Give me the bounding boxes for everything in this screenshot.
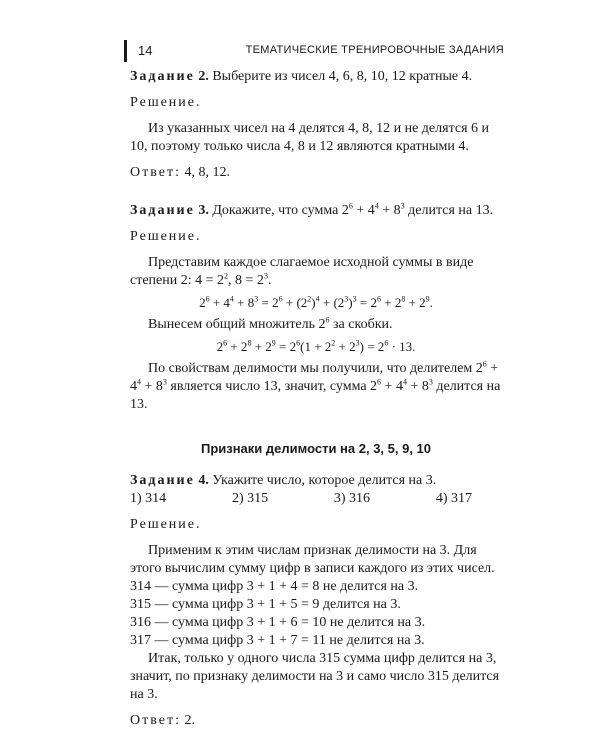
option: 1) 314 [130,491,167,506]
task2-answer [130,164,502,182]
task4-number: 4. [198,473,209,488]
task3-paragraph-1: Представим каждое слагаемое исходной суммы в виде степени 2: $4 = 2^2$, $8 = 2^3$. [130,255,474,288]
option: 3) 316 [333,491,371,506]
task-label: Задание [130,203,195,218]
page-number: 14 [138,43,153,58]
option: 4) 317 [435,491,472,506]
running-header [124,40,504,62]
task-label: Задание [130,473,195,488]
task-label: Задание [130,69,195,84]
task3-paragraph-3: По свойствам делимости мы получили, что делителем $2^6 + 4^4 + 8^3$ является число 13, значит, сумма $2^6 + 4^4 + 8^3$ делится на 13. [130,359,501,412]
option: 2) 315 [231,491,269,506]
digit-sum-line: 317 — сумма цифр 3 + 1 + 7 = 11 не делится на 3. [130,633,425,648]
answer-label: Ответ: [130,713,181,728]
task4-answer [130,712,502,730]
task4-statement [130,472,502,490]
page-content [130,68,502,730]
section-title: Признаки делимости на 2, 3, 5, 9, 10 [200,441,432,456]
task2-number: 2. [198,69,209,84]
task2-solution-label: Решение. [130,95,202,110]
header-title: ТЕМАТИЧЕСКИЕ ТРЕНИРОВОЧНЫЕ ЗАДАНИЯ [245,44,504,56]
task3-solution-label: Решение. [130,229,202,244]
task4-text: Укажите число, которое делится на 3. [212,473,437,488]
task4-solution-label: Решение. [130,517,202,532]
digit-sum-line: 314 — сумма цифр 3 + 1 + 4 = 8 не делится на 3. [130,579,419,594]
answer-label: Ответ: [130,165,181,180]
task4-intro: Применим к этим числам признак делимости на 3. Для этого вычислим сумму цифр в записи каждого из этих чисел. [130,543,495,576]
task3-paragraph-2: Вынесем общий множитель $2^6$ за скобки. [148,315,393,332]
task4-options [130,490,502,508]
formula-1: $2^6 + 4^4 + 8^3 = 2^6 + (2^2)^4 + (2^3)^3 = 2^6 + 2^8 + 2^9$. [199,294,433,310]
task3-statement: Задание 3. Докажите, что сумма $2^6 + 4^4 + 8^3$ делится на 13. [130,201,494,218]
task2-answer-value: 4, 8, 12. [184,165,230,180]
task2-statement [130,68,502,86]
task2-text: Выберите из чисел 4, 6, 8, 10, 12 кратные 4. [212,69,473,84]
task4-conclusion: Итак, только у одного числа 315 сумма цифр делится на 3, значит, по признаку делимости на 3 и само число 315 делится на 3. [130,651,500,702]
digit-sum-line: 315 — сумма цифр 3 + 1 + 5 = 9 делится на 3. [130,597,401,612]
task3-number: 3. [198,203,209,218]
digit-sum-line: 316 — сумма цифр 3 + 1 + 6 = 10 не делится на 3. [130,615,426,630]
formula-2: $2^6 + 2^8 + 2^9 = 2^6(1 + 2^2 + 2^3) = 2^6 \cdot 13$. [216,338,416,354]
task2-solution: Из указанных чисел на 4 делятся 4, 8, 12 и не делятся 6 и 10, поэтому только числа 4, 8 и 12 являются кратными 4. [130,121,490,154]
header-bar [124,40,127,62]
task4-answer-value: 2. [184,713,195,728]
